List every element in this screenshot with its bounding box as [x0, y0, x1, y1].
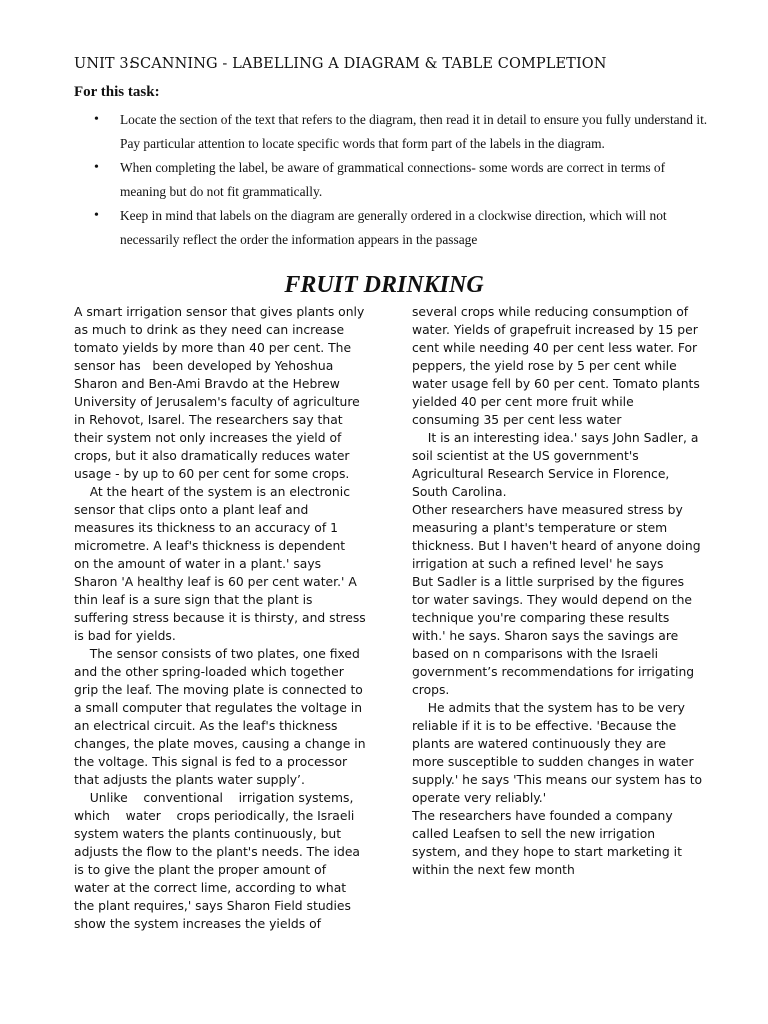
- article-line: plants are watered continuously they are: [412, 737, 666, 751]
- article-line: Sharon 'A healthy leaf is 60 per cent water.' A: [74, 575, 357, 589]
- article-line: A smart irrigation sensor that gives plants only: [74, 305, 365, 319]
- article-line: At the heart of the system is an electronic: [74, 485, 350, 499]
- article-line: Sharon and Ben-Ami Bravdo at the Hebrew: [74, 377, 340, 391]
- article-line: Other researchers have measured stress by: [412, 503, 683, 517]
- article-line: measures its thickness to an accuracy of 1: [74, 521, 338, 535]
- article-line: measuring a plant's temperature or stem: [412, 521, 668, 535]
- article-line: show the system increases the yields of: [74, 917, 321, 931]
- article-line: reliable if it is to be effective. 'Because the: [412, 719, 677, 733]
- article-line: water. Yields of grapefruit increased by 15 per: [412, 323, 698, 337]
- article-line: the plant requires,' says Sharon Field studies: [74, 899, 351, 913]
- article-line: micrometre. A leaf's thickness is dependent: [74, 539, 346, 553]
- article-line: changes, the plate moves, causing a change in: [74, 737, 366, 751]
- article-column-left: [74, 303, 374, 933]
- article-line: on the amount of water in a plant.' says: [74, 557, 322, 571]
- article-line: The sensor consists of two plates, one fixed: [74, 647, 360, 661]
- article-line: Agricultural Research Service in Florence,: [412, 467, 670, 481]
- article-line: soil scientist at the US government's: [412, 449, 639, 463]
- article-line: that adjusts the plants water supply’.: [74, 773, 305, 787]
- article-line: grip the leaf. The moving plate is connected to: [74, 683, 363, 697]
- instruction-list: [92, 108, 712, 252]
- unit-number: UNIT 3:: [74, 56, 134, 72]
- task-label: For this task:: [74, 84, 160, 100]
- article-line: technique you're comparing these results: [412, 611, 670, 625]
- article-line: system, and they hope to start marketing it: [412, 845, 682, 859]
- instruction-item: • Locate the section of the text that refers to the diagram, then read it in detail to ensure you fully understand it. Pay particular attention to locate specific words that form part of the labels in the diagram.: [92, 108, 712, 155]
- article-line: operate very reliably.': [412, 791, 547, 805]
- article-column-right: [412, 303, 708, 879]
- article-line: as much to drink as they need can increase: [74, 323, 345, 337]
- article-line: system waters the plants continuously, but: [74, 827, 342, 841]
- article-line: sensor has been developed by Yehoshua: [74, 359, 334, 373]
- article-line: peppers, the yield rose by 5 per cent while: [412, 359, 677, 373]
- article-line: supply.' he says 'This means our system has to: [412, 773, 703, 787]
- article-line: their system not only increases the yield of: [74, 431, 342, 445]
- article-line: irrigation at such a refined level' he says: [412, 557, 664, 571]
- article-line: It is an interesting idea.' says John Sadler, a: [412, 431, 699, 445]
- article-line: government’s recommendations for irrigating: [412, 665, 695, 679]
- unit-heading: [74, 56, 607, 72]
- article-line: several crops while reducing consumption of: [412, 305, 689, 319]
- article-line: yielded 40 per cent more fruit while: [412, 395, 634, 409]
- article-line: usage - by up to 60 per cent for some crops.: [74, 467, 350, 481]
- article-line: suffering stress because it is thirsty, and stress: [74, 611, 366, 625]
- article-line: based on n comparisons with the Israeli: [412, 647, 659, 661]
- article-line: and the other spring-loaded which together: [74, 665, 344, 679]
- article-line: an electrical circuit. As the leaf's thickness: [74, 719, 338, 733]
- article-line: South Carolina.: [412, 485, 507, 499]
- instruction-item: • When completing the label, be aware of grammatical connections- some words are correct in terms of meaning but do not fit grammatically.: [92, 156, 712, 203]
- article-line: thin leaf is a sure sign that the plant is: [74, 593, 313, 607]
- article-line: which water crops periodically, the Israeli: [74, 809, 355, 823]
- article-line: The researchers have founded a company: [412, 809, 673, 823]
- article-line: more susceptible to sudden changes in water: [412, 755, 694, 769]
- unit-title: SCANNING - LABELLING A DIAGRAM & TABLE COMPLETION: [130, 56, 607, 72]
- instruction-item: • Keep in mind that labels on the diagram are generally ordered in a clockwise direction, which will not necessarily reflect the order the information appears in the passage: [92, 204, 712, 251]
- article-line: But Sadler is a little surprised by the figures: [412, 575, 685, 589]
- article-line: tomato yields by more than 40 per cent. The: [74, 341, 352, 355]
- article-line: within the next few month: [412, 863, 575, 877]
- article-line: the voltage. This signal is fed to a processor: [74, 755, 348, 769]
- article-line: sensor that clips onto a plant leaf and: [74, 503, 309, 517]
- article-line: He admits that the system has to be very: [412, 701, 685, 715]
- article-line: crops.: [412, 683, 450, 697]
- article-line: crops, but it also dramatically reduces water: [74, 449, 350, 463]
- article-line: water at the correct lime, according to what: [74, 881, 347, 895]
- article-line: water usage fell by 60 per cent. Tomato plants: [412, 377, 700, 391]
- article-line: University of Jerusalem's faculty of agriculture: [74, 395, 360, 409]
- article-line: with.' he says. Sharon says the savings are: [412, 629, 679, 643]
- article-line: called Leafsen to sell the new irrigation: [412, 827, 656, 841]
- article-line: cent while needing 40 per cent less water. For: [412, 341, 698, 355]
- article-line: in Rehovot, Isarel. The researchers say that: [74, 413, 343, 427]
- article-line: is to give the plant the proper amount of: [74, 863, 327, 877]
- article-line: a small computer that regulates the voltage in: [74, 701, 363, 715]
- article-line: Unlike conventional irrigation systems,: [74, 791, 354, 805]
- article-line: consuming 35 per cent less water: [412, 413, 622, 427]
- article-title: FRUIT DRINKING: [284, 272, 484, 298]
- article-line: tor water savings. They would depend on the: [412, 593, 692, 607]
- article-line: adjusts the flow to the plant's needs. The idea: [74, 845, 360, 859]
- article-line: is bad for yields.: [74, 629, 176, 643]
- article-line: thickness. But I haven't heard of anyone doing: [412, 539, 701, 553]
